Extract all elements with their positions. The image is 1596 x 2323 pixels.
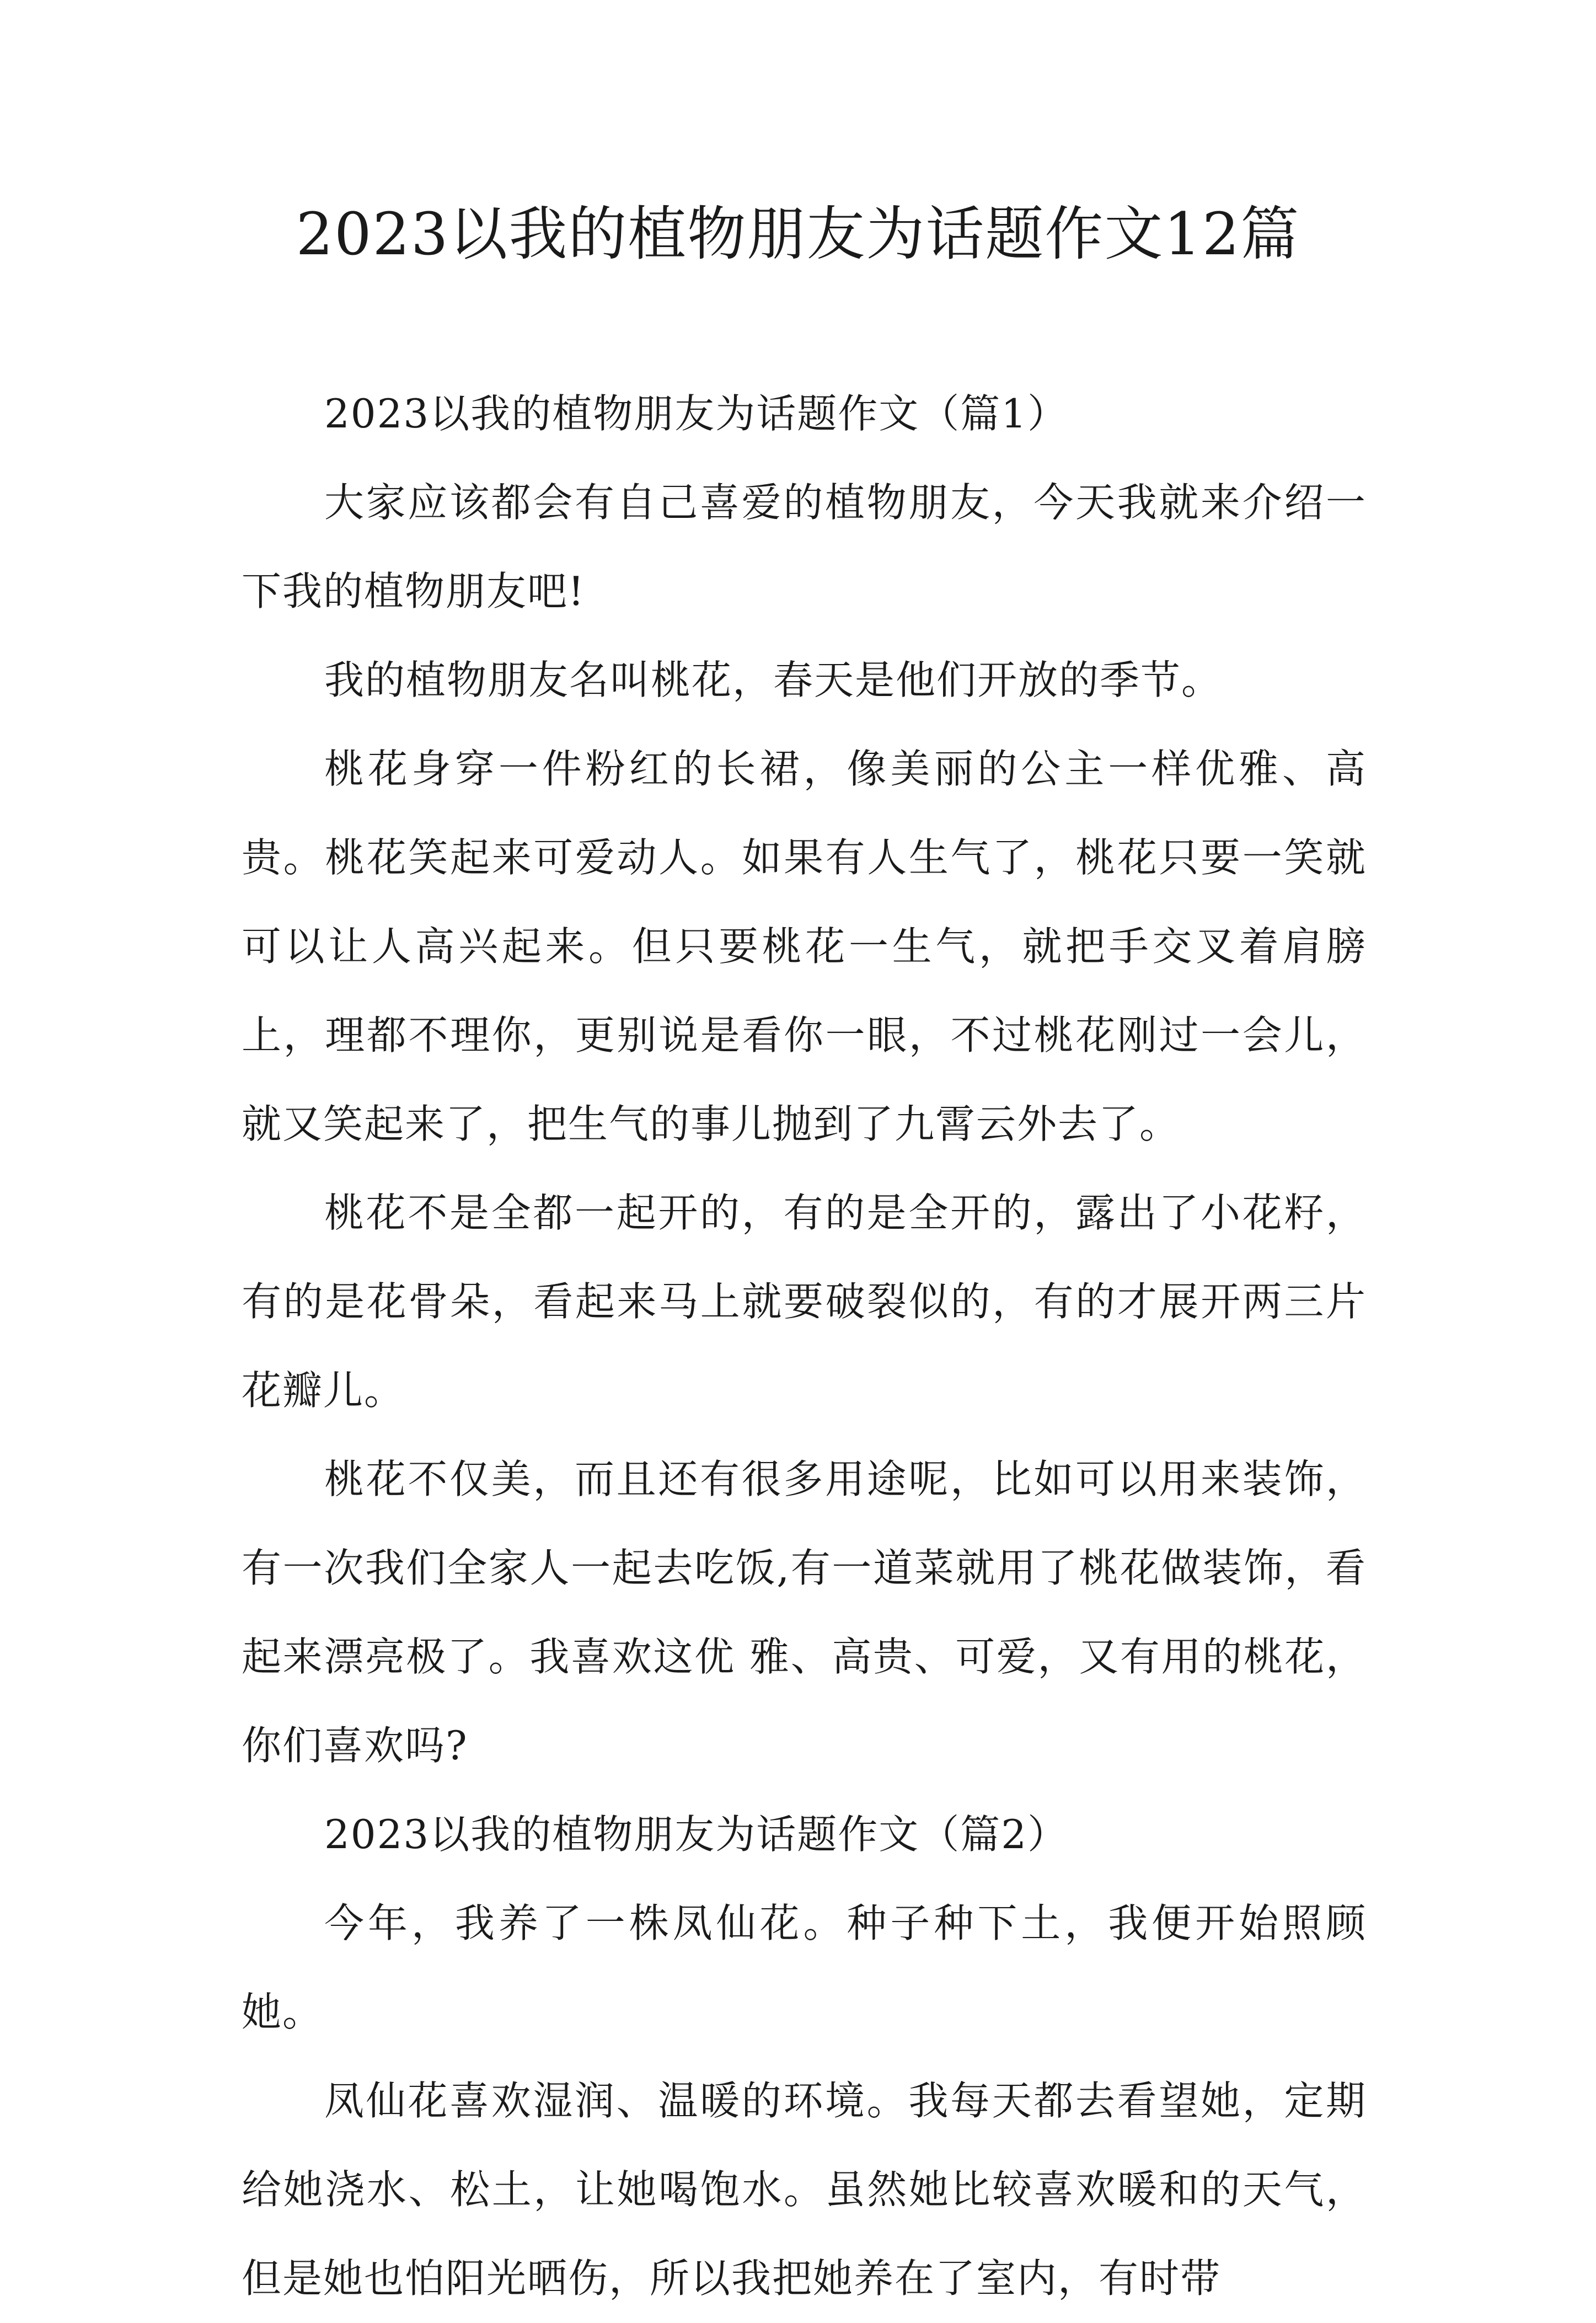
- paragraph: 我的植物朋友名叫桃花，春天是他们开放的季节。: [324, 657, 1223, 703]
- paragraph: 今年，我养了一株凤仙花。种子种下土，我便开始照顾她。: [242, 1900, 1367, 2035]
- paragraph: 桃花不是全都一起开的，有的是全开的，露出了小花籽，有的是花骨朵，看起来马上就要破裂似的，有的才展开两三片花瓣儿。: [242, 1190, 1367, 1414]
- paragraph: 桃花身穿一件粉红的长裙，像美丽的公主一样优雅、高贵。桃花笑起来可爱动人。如果有人生气了，桃花只要一笑就可以让人高兴起来。但只要桃花一生气，就把手交叉着肩膀上，理都不理你，更别说是看你一眼，不过桃花刚过一会儿，就又笑起来了，把生气的事儿抛到了九霄云外去了。: [242, 746, 1367, 1147]
- section-heading-2: 2023以我的植物朋友为话题作文（篇2）: [324, 1811, 1069, 1858]
- paragraph: 大家应该都会有自己喜爱的植物朋友，今天我就来介绍一下我的植物朋友吧!: [242, 479, 1367, 614]
- document-body: [242, 370, 1367, 2323]
- paragraph: 凤仙花喜欢湿润、温暖的环境。我每天都去看望她，定期给她浇水、松土，让她喝饱水。虽然她比较喜欢暖和的天气，但是她也怕阳光晒伤，所以我把她养在了室内，有时带: [242, 2078, 1367, 2301]
- section-heading-1: 2023以我的植物朋友为话题作文（篇1）: [324, 390, 1069, 437]
- paragraph: 桃花不仅美，而且还有很多用途呢，比如可以用来装饰，有一次我们全家人一起去吃饭,有一道菜就用了桃花做装饰，看起来漂亮极了。我喜欢这优 雅、高贵、可爱，又有用的桃花，你们喜欢吗?: [242, 1456, 1367, 1769]
- document-title: 2023以我的植物朋友为话题作文12篇: [296, 200, 1300, 268]
